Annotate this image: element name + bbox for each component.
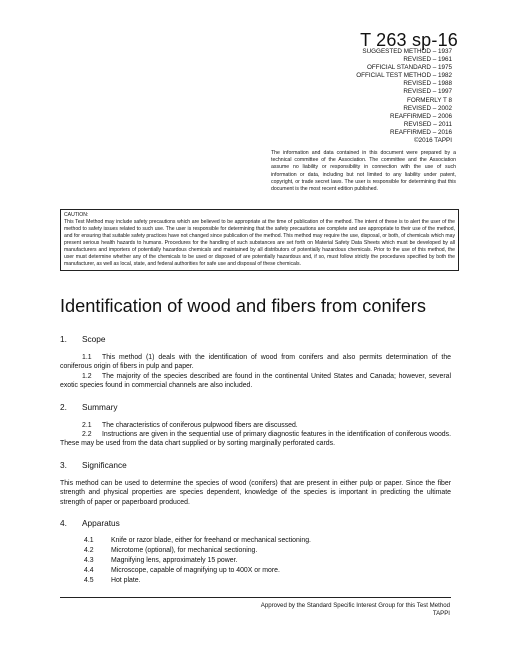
revision-history [356,48,452,145]
section-heading-scope [60,334,106,344]
item-number: 4.2 [84,547,94,554]
paragraph-text: This method (1) deals with the identification of wood from conifers and also permits determination of the coniferous origin of fibers in pulp and paper. [60,354,451,371]
history-line: OFFICIAL STANDARD – 1975 [366,64,452,72]
paragraph-2-1 [60,421,451,430]
section-title: Scope [82,334,106,344]
paragraph-2-2 [60,430,451,449]
apparatus-item [84,547,257,554]
item-number: 4.4 [84,567,94,574]
paragraph-text: The characteristics of coniferous pulpwood fibers are discussed. [102,422,298,429]
paragraph-number: 1.2 [82,373,92,380]
footer-org: TAPPI [432,610,450,617]
apparatus-item [84,557,237,564]
paragraph-1-2 [60,372,451,391]
document-title: Identification of wood and fibers from conifers [60,296,426,316]
history-line: REAFFIRMED – 2006 [390,112,452,120]
item-number: 4.3 [84,557,94,564]
section-title: Summary [82,402,118,412]
section-heading-summary [60,402,118,412]
item-text: Magnifying lens, approximately 15 power. [111,557,238,564]
section-number: 2. [60,402,67,412]
item-text: Microtome (optional), for mechanical sectioning. [111,547,258,554]
history-line: REVISED – 1988 [403,80,452,88]
paragraph-1-1 [60,353,451,372]
paragraph-number: 2.2 [82,431,92,438]
liability-disclaimer: The information and data contained in this document were prepared by a technical committee of the Association. The committee and the Association assume no liability or responsibility in connection with the use of such information or data, including but not limited to any liability under patent, copyright, or trade secret laws. The user is responsible for determining that this document is the most recent edition published. [271,150,456,193]
item-number: 4.5 [84,577,94,584]
section-title: Apparatus [82,518,120,528]
caution-box [60,209,459,271]
paragraph-text: Instructions are given in the sequential use of primary diagnostic features in the identification of coniferous woods. These may be used from the data chart supplied or by sorting marginally perforated cards. [60,431,451,448]
apparatus-item [84,537,311,544]
apparatus-item [84,567,280,574]
paragraph-text: This method can be used to determine the species of wood (conifers) that are present in either pulp or paper. Since the fiber strength and physical properties are species dependent, knowledge of the species is important in predicting the ultimate strength of paper or paperboard produced. [60,480,451,506]
history-line: OFFICIAL TEST METHOD – 1982 [356,72,452,80]
section-number: 3. [60,460,67,470]
history-line: REVISED – 1997 [403,88,452,96]
footer-divider [60,597,451,598]
footer [261,602,450,618]
footer-approval: Approved by the Standard Specific Interest Group for this Test Method [260,602,450,609]
caution-body: This Test Method may include safety precautions which are believed to be appropriate at the time of publication of the method. The intent of these is to alert the user of the method to safety issues related to such use. The user is responsible for determining that the safety precautions are complete and are appropriate to their use of the method, and for ensuring that suitable safety practices have not changed since publication of the method. This method may require the use, disposal, or both, of chemicals which may present serious health hazards to humans. Procedures for the handling of such substances are set forth on Material Safety Data Sheets which must be developed by all manufacturers and importers of potentially hazardous chemicals and maintained by all distributors of potentially hazardous chemicals. Prior to the use of this method, the user must determine whether any of the chemicals to be used or disposed of are potentially hazardous and, if so, must follow strictly the procedures specified by both the manufacturer, as well as local, state, and federal authorities for safe use and disposal of these chemicals. [64,218,455,268]
caution-title: CAUTION: [64,211,89,218]
history-line: REAFFIRMED – 2016 [390,128,452,136]
paragraph-number: 2.1 [82,422,92,429]
section-heading-apparatus [60,518,120,528]
history-line: REVISED – 2011 [403,120,452,128]
section-number: 1. [60,334,67,344]
section-number: 4. [60,518,67,528]
history-line: ©2016 TAPPI [413,137,452,145]
history-line: SUGGESTED METHOD – 1937 [362,48,452,55]
history-line: REVISED – 2002 [403,104,452,112]
item-text: Hot plate. [111,577,141,584]
item-text: Microscope, capable of magnifying up to 400X or more. [111,567,280,574]
item-text: Knife or razor blade, either for freehand or mechanical sectioning. [111,537,311,544]
section-title: Significance [82,460,127,470]
section-heading-significance [60,460,127,470]
item-number: 4.1 [84,537,94,544]
paragraph-3 [60,479,451,507]
document-number: T 263 sp-16 [360,30,458,50]
paragraph-text: The majority of the species described are found in the continental United States and Canada; however, several exotic species found in commercial channels are also included. [60,373,451,390]
paragraph-number: 1.1 [82,354,92,361]
apparatus-item [84,577,141,584]
history-line: REVISED – 1961 [403,56,452,64]
history-line: FORMERLY T 8 [406,96,452,104]
